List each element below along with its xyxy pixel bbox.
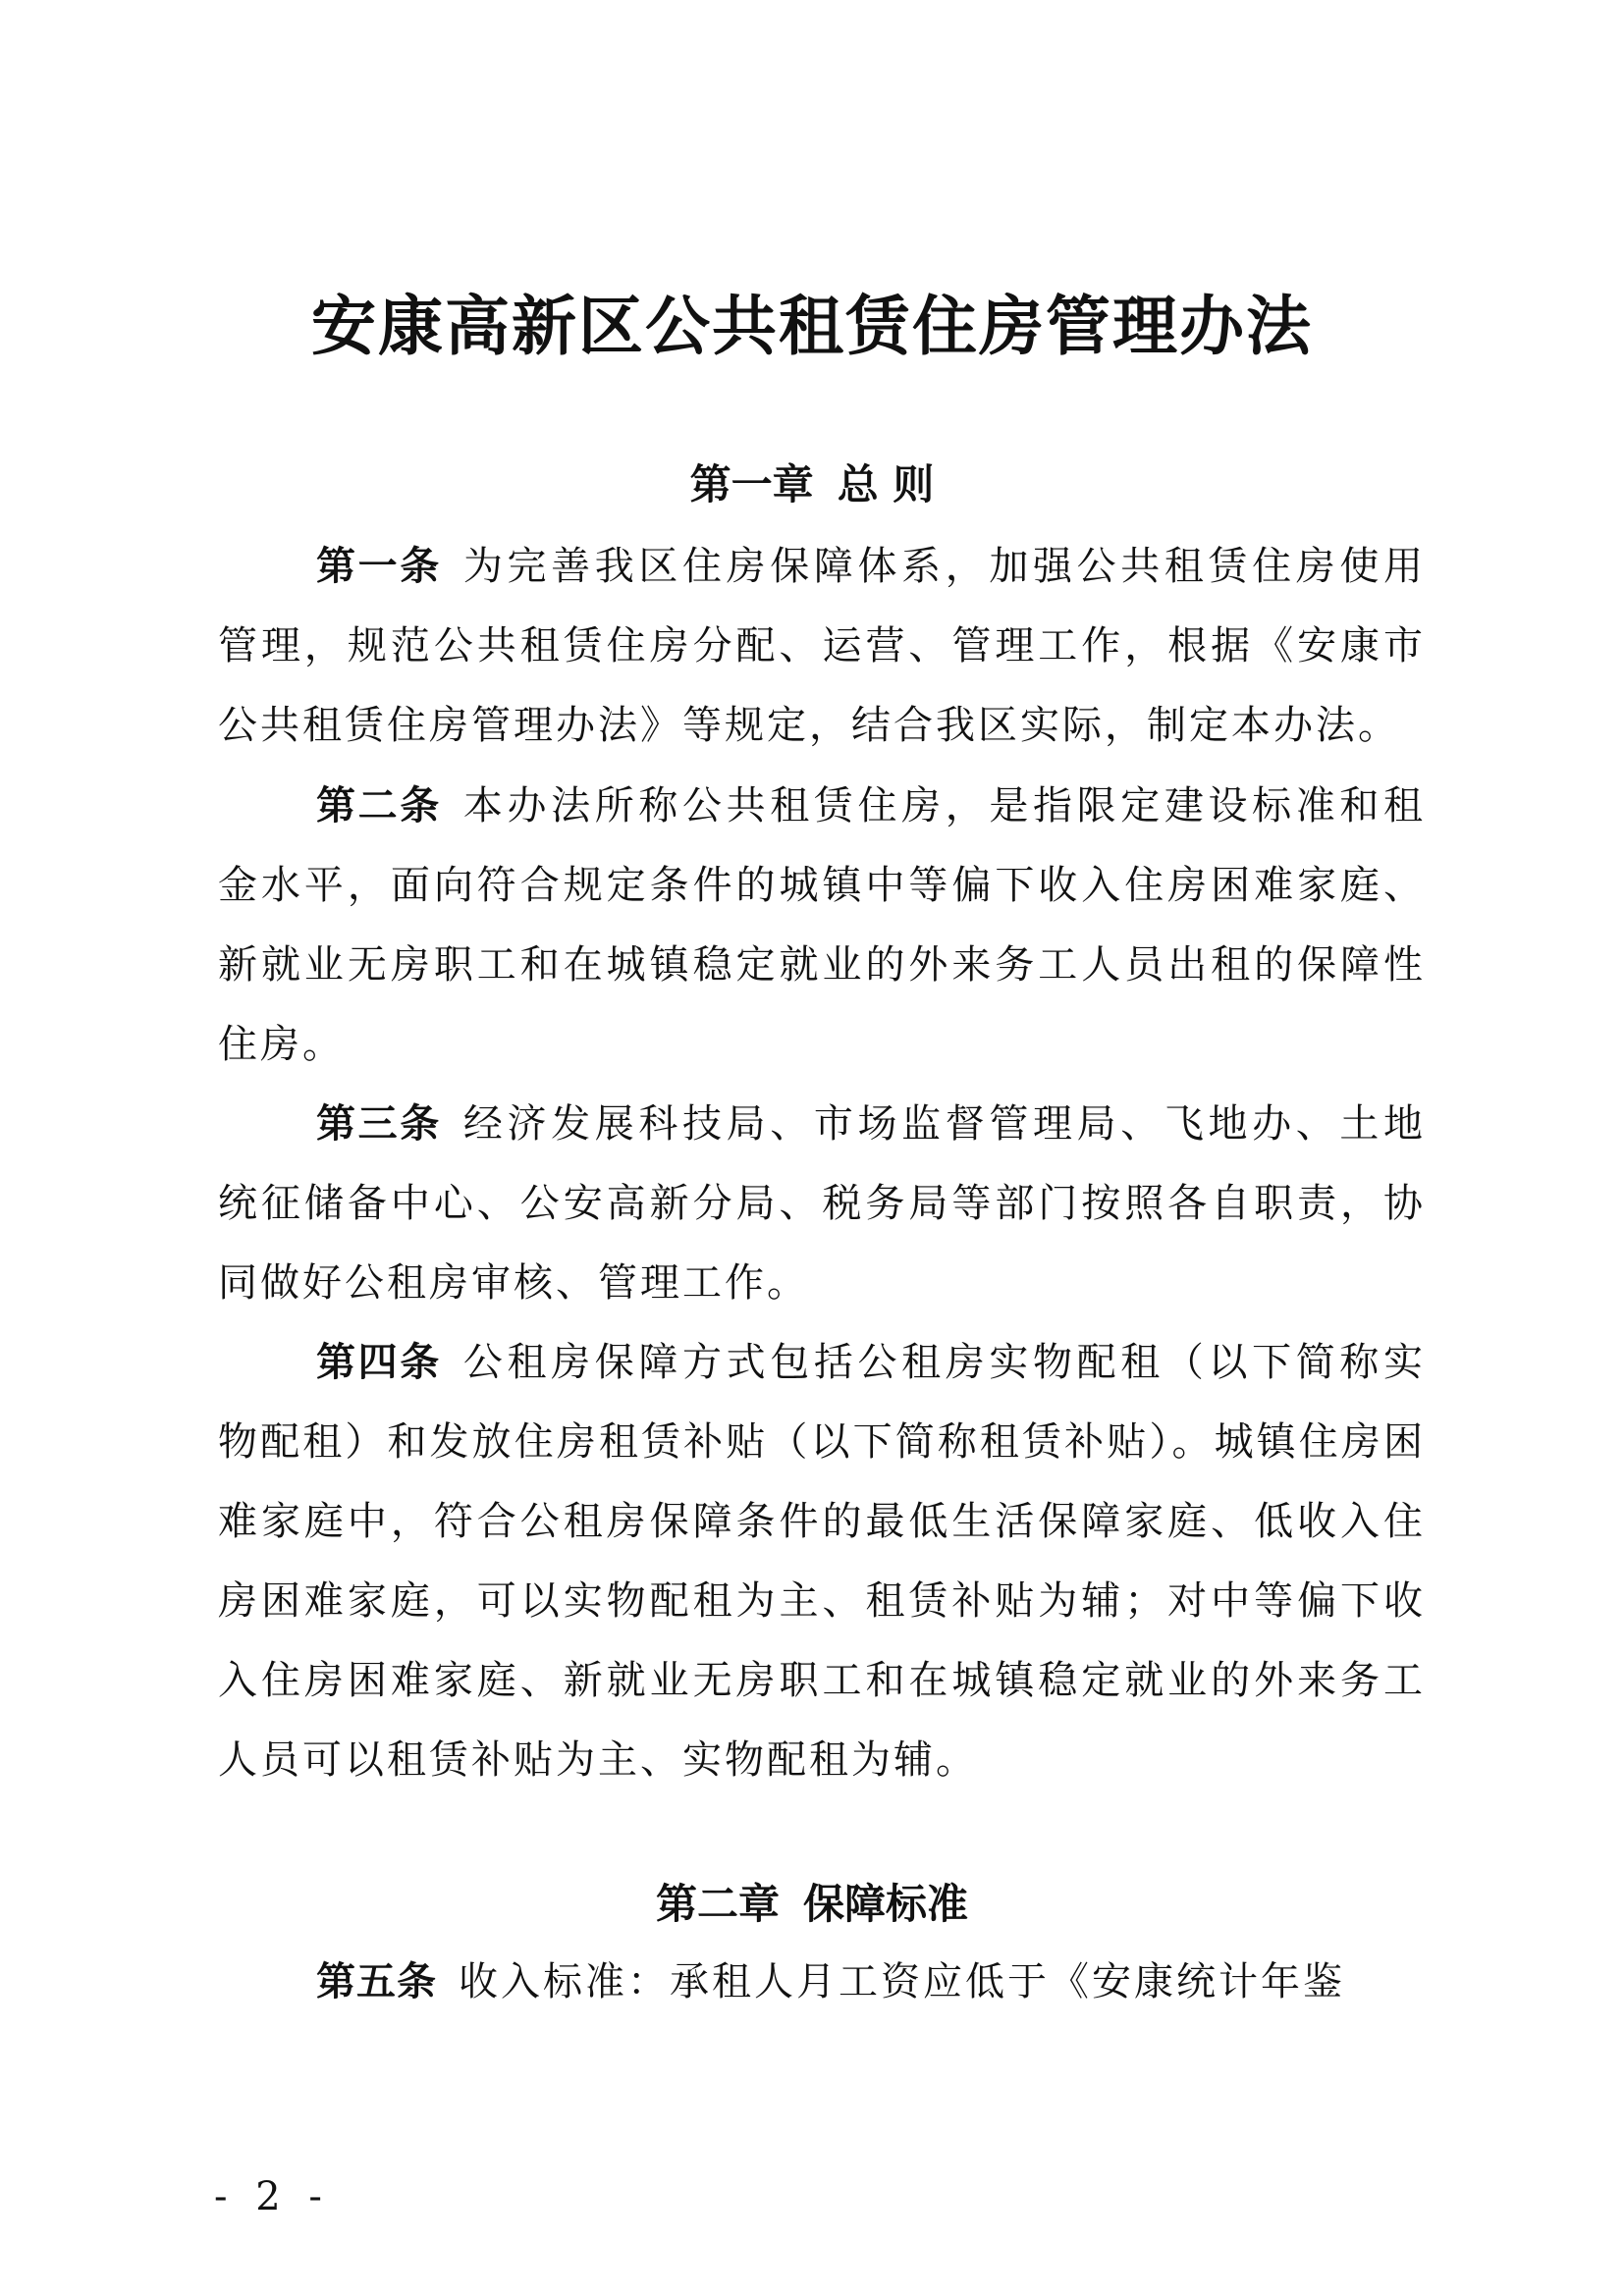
document-title: 安康高新区公共租赁住房管理办法: [311, 288, 1313, 364]
article-text: 为完善我区住房保障体系，加强公共租赁住房使用管理，规范公共租赁住房分配、运营、管理工作，根据《安康市公共租赁住房管理办法》等规定，结合我区实际，制定本办法。: [218, 544, 1426, 748]
article-heading: 第五条: [316, 1959, 437, 2004]
article-text: 收入标准：承租人月工资应低于《安康统计年鉴: [459, 1959, 1345, 2004]
chapter-label: 第一章: [689, 460, 814, 508]
article-heading: 第三条: [316, 1101, 442, 1147]
article-text: 经济发展科技局、市场监督管理局、飞地办、土地统征储备中心、公安高新分局、税务局等部门按照各自职责，协同做好公租房审核、管理工作。: [218, 1101, 1426, 1306]
article-heading: 第四条: [316, 1340, 442, 1385]
chapter-heading-1: [0, 455, 1624, 514]
page-number: - 2 -: [214, 2174, 330, 2219]
chapter-heading-2: [0, 1875, 1624, 1934]
article-4: [218, 1323, 1426, 1800]
chapter-name: 保障标准: [803, 1880, 969, 1928]
chapter-name: 总 则: [837, 460, 935, 508]
article-text: 本办法所称公共租赁住房，是指限定建设标准和租金水平，面向符合规定条件的城镇中等偏下收入住房困难家庭、新就业无房职工和在城镇稳定就业的外来务工人员出租的保障性住房。: [218, 783, 1426, 1067]
article-heading: 第二条: [316, 783, 442, 828]
article-2: [218, 767, 1426, 1085]
chapter-label: 第二章: [655, 1880, 780, 1928]
article-5: [218, 1943, 1426, 2022]
article-1: [218, 527, 1426, 766]
article-3: [218, 1085, 1426, 1323]
article-text: 公租房保障方式包括公租房实物配租（以下简称实物配租）和发放住房租赁补贴（以下简称租赁补贴）。城镇住房困难家庭中，符合公租房保障条件的最低生活保障家庭、低收入住房困难家庭，可以实物配租为主、租赁补贴为辅；对中等偏下收入住房困难家庭、新就业无房职工和在城镇稳定就业的外来务工人员可以租赁补贴为主、实物配租为辅。: [218, 1340, 1426, 1783]
article-heading: 第一条: [316, 544, 442, 589]
